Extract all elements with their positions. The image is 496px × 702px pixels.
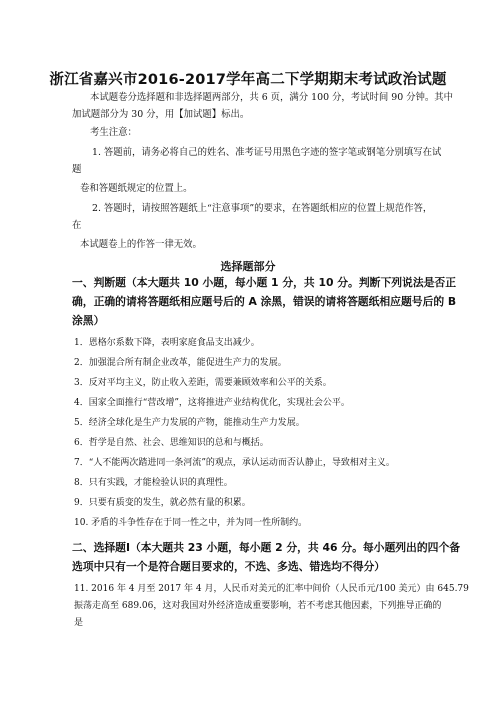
intro-line-1: 本试题卷分选择题和非选择题两部分，共 6 页，满分 100 分，考试时间 90 分钟。其中 (90, 92, 454, 103)
part2-heading-line-2: 选项中只有一个是符合题目要求的，不选、多选、错选均不得分） (72, 560, 386, 573)
q11-line-2: 振荡走高至 689.06，这对我国对外经济造成重要影响，若不考虑其他因素，下列推导正确的 (74, 601, 442, 611)
notice-heading: 考生注意： (90, 127, 137, 138)
part2-heading-line-1: 二、选择题Ⅰ（本大题共 23 小题，每小题 2 分，共 46 分。每小题列出的四个备 (72, 541, 461, 554)
part1-item-7: 7．“人不能两次踏进同一条河流”的观点，承认运动而否认静止，导致相对主义。 (74, 458, 395, 468)
part1-item-6: 6．哲学是自然、社会、思维知识的总和与概括。 (74, 438, 269, 448)
section-title: 选择题部分 (220, 260, 276, 273)
part1-item-2: 2．加强混合所有制企业改革，能促进生产力的发展。 (74, 358, 287, 368)
part1-heading-line-1: 一、判断题（本大题共 10 小题，每小题 1 分，共 10 分。判断下列说法是否正 (72, 276, 457, 289)
notice-line-1: 1. 答题前，请务必将自己的姓名、准考证号用黑色字迹的签字笔或钢笔分别填写在试 (92, 147, 442, 158)
part1-item-10: 10. 矛盾的斗争性存在于同一性之中，并为同一性所制约。 (74, 518, 308, 528)
intro-line-2: 加试题部分为 30 分，用【加试题】标出。 (72, 109, 250, 120)
page-title: 浙江省嘉兴市2016-2017学年高二下学期期末考试政治试题 (49, 72, 447, 88)
part1-item-9: 9．只要有质变的发生，就必然有量的积累。 (74, 498, 251, 508)
part1-heading-line-3: 涂黑） (72, 314, 105, 327)
part1-item-3: 3．反对平均主义，防止收入差距，需要兼顾效率和公平的关系。 (74, 378, 332, 388)
part1-item-8: 8．只有实践，才能检验认识的真理性。 (74, 478, 233, 488)
notice-line-5: 在 (72, 220, 82, 231)
notice-line-4: 2. 答题时，请按照答题纸上“注意事项”的要求，在答题纸相应的位置上规范作答， (92, 203, 433, 214)
part1-item-1: 1．恩格尔系数下降，表明家庭食品支出减少。 (74, 338, 260, 348)
q11-line-1: 11. 2016 年 4 月至 2017 年 4 月，人民币对美元的汇率中间价（人民币元/100 美元）由 645.79 (74, 584, 469, 594)
part1-item-4: 4．国家全面推行“营改增”，这将推进产业结构优化，实现社会公平。 (74, 398, 350, 408)
notice-line-2: 题 (72, 164, 82, 175)
part1-heading-line-2: 确，正确的请将答题纸相应题号后的 A 涂黑，错误的请将答题纸相应题号后的 B (72, 295, 457, 308)
notice-line-3: 卷和答题纸规定的位置上。 (80, 183, 193, 194)
part1-item-5: 5．经济全球化是生产力发展的产物，能推动生产力发展。 (74, 418, 305, 428)
q11-line-3: 是 (74, 618, 84, 628)
notice-line-6: 本试题卷上的作答一律无效。 (80, 239, 202, 250)
